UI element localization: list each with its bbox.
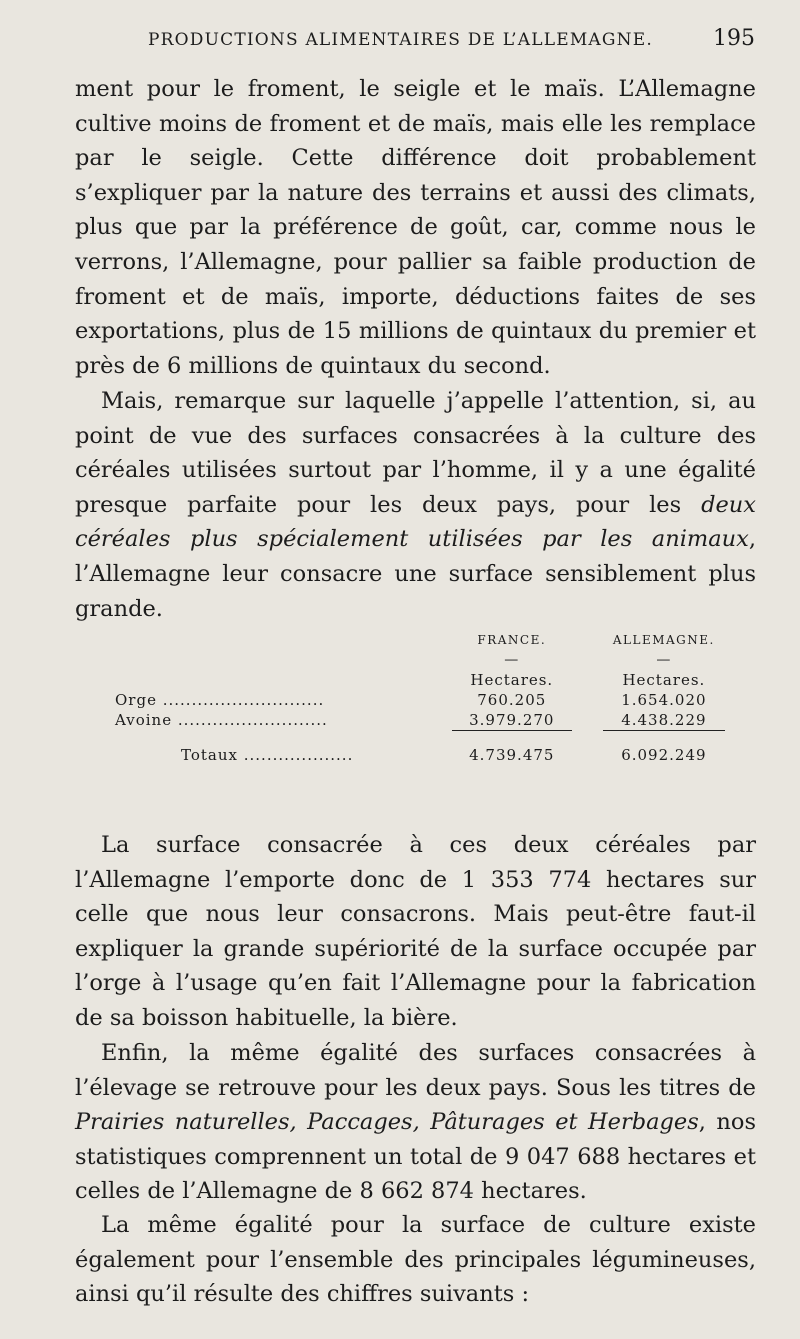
paragraph-1-text: ment pour le froment, le seigle et le maïs. L’Allemagne cultive moins de froment et de maïs, mais elle les remplace par le seigle. Cette différence doit probablement s’expliquer par la nature des terrains et aussi des climats, plus que par la préférence de goût, car, comme nous le verrons, l’Allemagne, pour pallier sa faible production de froment et de maïs, importe, déductions faites de ses exportations, plus de 15 millions de quintaux du premier et près de 6 millions de quintaux du second. xyxy=(75,76,756,379)
column-dash: — xyxy=(504,652,520,668)
paragraph-4-text-b: , nos statistiques comprennent un total de 9 047 688 hectares et celles de l’Allemagne de 8 662 874 hectares. xyxy=(75,1109,756,1205)
allemagne-value: 4.438.229 xyxy=(621,711,707,729)
france-value: 760.205 xyxy=(477,691,547,709)
paragraph-5 xyxy=(75,1208,756,1312)
unit-label: Hectares. xyxy=(622,671,706,689)
cereal-surface-table xyxy=(115,630,725,765)
paragraph-2-italic: deux céréales plus spécialement utilisées par les animaux xyxy=(75,491,756,553)
total-label: Totaux xyxy=(181,745,238,764)
table-row xyxy=(115,690,725,710)
leader-dots: ................... xyxy=(243,745,354,764)
allemagne-total: 6.092.249 xyxy=(603,731,725,766)
paragraph-2 xyxy=(75,384,756,626)
paragraph-4-text-a: Enfin, la même égalité des surfaces consacrées à l’élevage se retrouve pour les deux pays. Sous les titres de xyxy=(75,1040,756,1101)
paragraph-5-text: La même égalité pour la surface de culture existe également pour l’ensemble des principales légumineuses, ainsi qu’il résulte des chiffres suivants : xyxy=(75,1212,756,1308)
paragraph-4 xyxy=(75,1036,756,1209)
column-dash: — xyxy=(656,652,672,668)
paragraph-2-text-b: , l’Allemagne leur consacre une surface sensiblement plus grande. xyxy=(75,526,756,622)
paragraph-3 xyxy=(75,828,756,1036)
allemagne-value: 1.654.020 xyxy=(621,691,707,709)
leader-dots: ............................ xyxy=(162,691,325,709)
table-row xyxy=(115,710,725,731)
row-label: Avoine xyxy=(115,711,173,730)
france-total: 4.739.475 xyxy=(452,731,572,766)
france-value: 3.979.270 xyxy=(469,711,555,729)
paragraph-4-italic: Prairies naturelles, Paccages, Pâturages et Herbages xyxy=(75,1109,699,1136)
paragraph-3-text: La surface consacrée à ces deux céréales par l’Allemagne l’emporte donc de 1 353 774 hectares sur celle que nous leur consacrons. Mais peut-être faut-il expliquer la grande supériorité de la surface occupée par l’orge à l’usage qu’en fait l’Allemagne pour la fabrication de sa boisson habituelle, la bière. xyxy=(75,832,756,1031)
total-row xyxy=(115,731,725,766)
page-number: 195 xyxy=(713,26,755,51)
running-title: PRODUCTIONS ALIMENTAIRES DE L’ALLEMAGNE. xyxy=(148,30,653,50)
row-label: Orge xyxy=(115,691,157,709)
unit-label: Hectares. xyxy=(470,671,554,689)
column-header-allemagne: ALLEMAGNE. xyxy=(612,633,715,647)
column-header-france: FRANCE. xyxy=(477,633,547,647)
running-header xyxy=(148,26,755,51)
leader-dots: .......................... xyxy=(177,711,328,730)
paragraph-1 xyxy=(75,72,756,383)
paragraph-2-text-a: Mais, remarque sur laquelle j’appelle l’attention, si, au point de vue des surfaces consacrées à la culture des céréales utilisées surtout par l’homme, il y a une égalité presque parfaite pour les deux pays, pour les xyxy=(75,388,756,518)
